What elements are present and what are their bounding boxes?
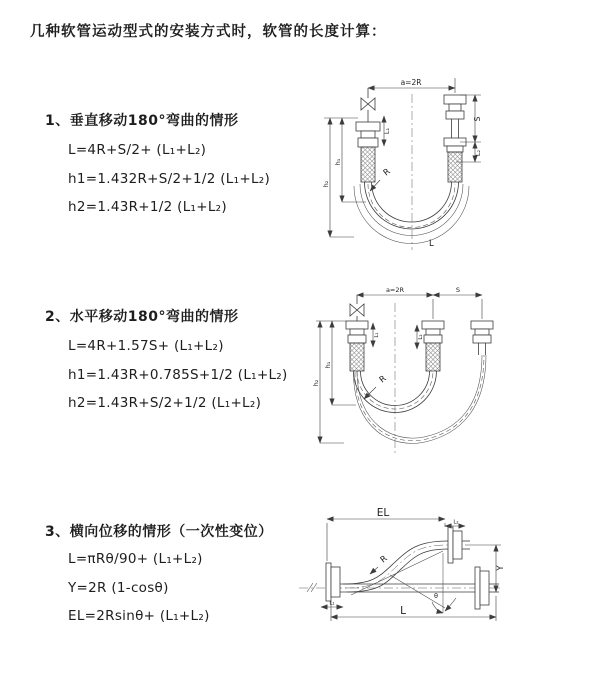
- d3-l2-dimension: [445, 520, 465, 527]
- section-3-heading: 3、横向位移的情形（一次性变位）: [45, 524, 273, 540]
- d1-top-dimension: [368, 78, 455, 93]
- d3-l1-dimension: [321, 601, 343, 608]
- formula-3-y: Y=2R (1-cosθ): [68, 579, 169, 596]
- diagram-horizontal-180-bend: [298, 283, 594, 463]
- section-vertical-bend: [45, 110, 270, 222]
- d2-valve-icon: [350, 295, 364, 321]
- d2-middle-fitting: [422, 321, 444, 371]
- d1-right-fitting: [444, 95, 466, 182]
- formula-1-h1: h1=1.432R+S/2+1/2 (L₁+L₂): [68, 170, 271, 187]
- d3-dim-el-label: EL: [376, 507, 390, 519]
- d1-dim-h2-label: h₂: [322, 180, 330, 188]
- d1-dim-s-label: S: [473, 116, 482, 122]
- d3-right-flange: [475, 567, 499, 609]
- d1-l1-dimension: [383, 116, 391, 146]
- d2-dim-l2-label: L₂: [418, 334, 424, 340]
- d1-left-fitting: [356, 122, 380, 182]
- formula-2-h2: h2=1.43R+S/2+1/2 (L₁+L₂): [68, 395, 262, 412]
- d1-length-label: L: [429, 239, 434, 249]
- d2-top-dimensions: [357, 286, 482, 319]
- diagram-lateral-displacement: [293, 505, 597, 655]
- d1-dim-h1-label: h₁: [334, 158, 342, 166]
- d1-left-dimensions: [322, 118, 366, 237]
- d3-radius-callout: [370, 554, 390, 574]
- d3-construction-lines: [351, 551, 456, 613]
- d2-radius-label: R: [377, 373, 389, 386]
- d3-dim-y-label: Y: [496, 565, 506, 571]
- d1-valve-icon: [361, 88, 375, 122]
- d3-el-dimension: [327, 507, 445, 561]
- d2-left-fitting: [346, 321, 368, 371]
- d2-right-fitting: [471, 321, 493, 355]
- d1-hose-arcs: [354, 182, 469, 243]
- page-title: 几种软管运动型式的安装方式时，软管的长度计算：: [30, 24, 387, 40]
- d1-radius-label: R: [381, 166, 393, 179]
- d2-small-dimensions: [373, 323, 424, 349]
- formula-3-length: L=πRθ/90+ (L₁+L₂): [68, 551, 203, 568]
- d2-dim-h2-label: h₂: [312, 379, 320, 387]
- d2-dim-l1-label: L₁: [374, 332, 380, 338]
- section-1-heading: 1、垂直移动180°弯曲的情形: [45, 113, 239, 129]
- d2-dim-a-label: a=2R: [385, 286, 405, 294]
- d3-left-flange: [326, 563, 340, 601]
- d2-radius-callout: [364, 374, 389, 399]
- section-2-heading: 2、水平移动180°弯曲的情形: [45, 309, 239, 325]
- formula-1-length: L=4R+S/2+ (L₁+L₂): [68, 142, 207, 159]
- formula-2-h1: h1=1.43R+0.785S+1/2 (L₁+L₂): [68, 366, 288, 383]
- section-horizontal-bend: [45, 306, 288, 418]
- section-lateral-displacement: [45, 521, 273, 631]
- d2-dim-h1-label: h₁: [324, 361, 332, 369]
- d2-hose-arcs: [354, 355, 487, 443]
- d3-radius-label: R: [378, 553, 390, 566]
- d1-dim-l1-label: L₁: [383, 127, 391, 135]
- d1-dim-l2-label: L₂: [474, 149, 482, 157]
- d3-dim-l1-label: L₁: [329, 600, 335, 607]
- d2-dim-s-label: S: [455, 286, 461, 294]
- d3-angle-theta-label: θ: [434, 592, 438, 600]
- formula-1-h2: h2=1.43R+1/2 (L₁+L₂): [68, 199, 227, 216]
- formula-3-el: EL=2Rsinθ+ (L₁+L₂): [68, 608, 210, 625]
- diagram-vertical-180-bend: [300, 62, 580, 257]
- formula-2-length: L=4R+1.57S+ (L₁+L₂): [68, 338, 224, 355]
- d1-dim-a-label: a=2R: [400, 78, 422, 87]
- d3-dim-l2-label: L₂: [453, 519, 459, 526]
- d3-dim-l-label: L: [400, 605, 406, 617]
- d3-l-dimension: [331, 596, 496, 621]
